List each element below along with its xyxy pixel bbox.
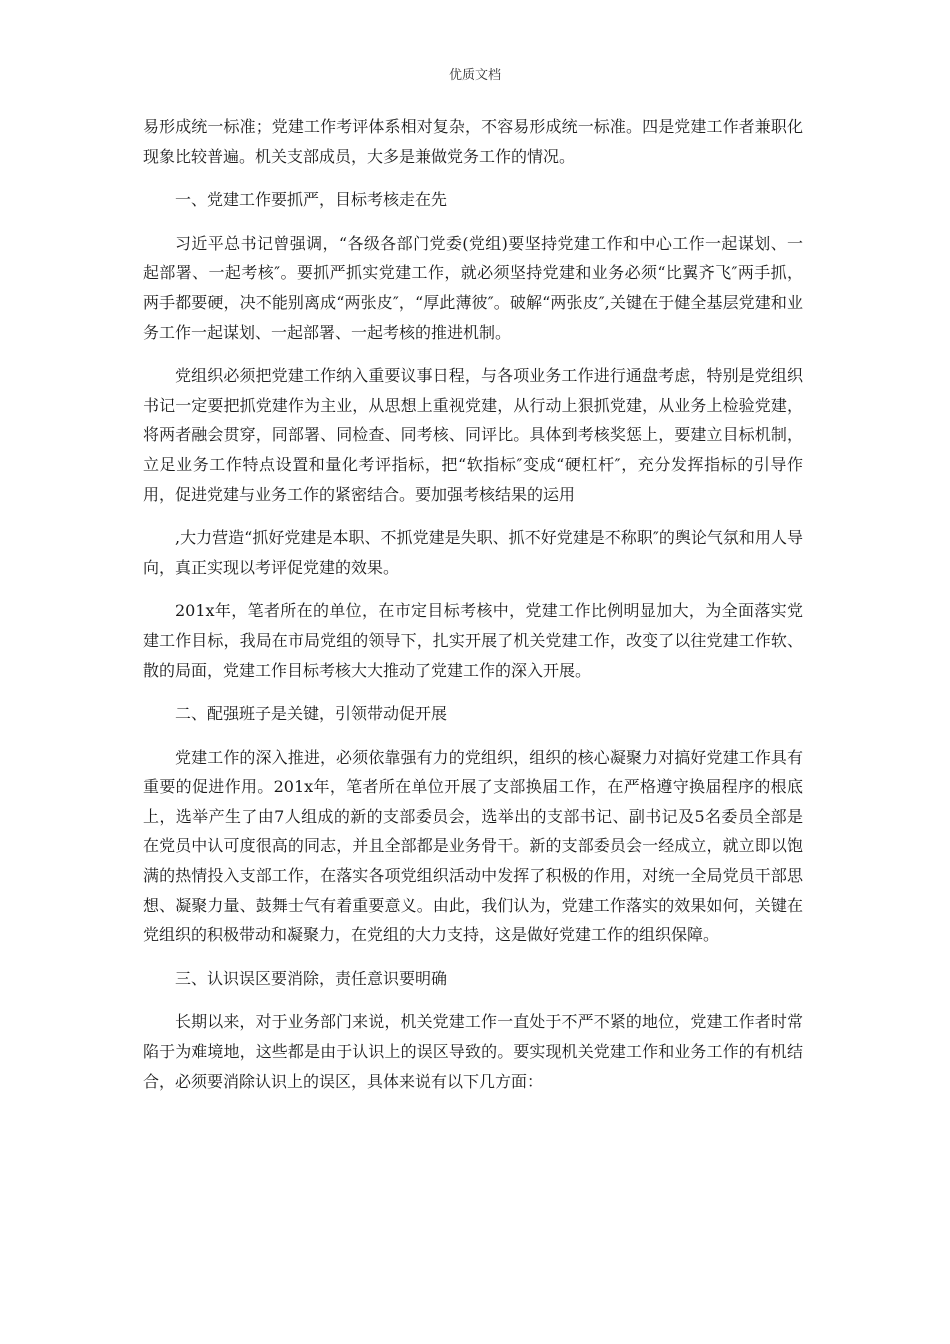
paragraph: 长期以来，对于业务部门来说，机关党建工作一直处于不严不紧的地位，党建工作者时常陷于为难境地，这些都是由于认识上的误区导致的。要实现机关党建工作和业务工作的有机结合，必须要消除认识上的误区，具体来说有以下几方面： bbox=[143, 1012, 803, 1091]
section-heading: 三、认识误区要消除，责任意识要明确 bbox=[175, 968, 448, 988]
document-body bbox=[143, 112, 803, 1110]
paragraph: 习近平总书记曾强调，“各级各部门党委(党组)要坚持党建工作和中心工作一起谋划、一起部署、一起考核″。要抓严抓实党建工作，就必须坚持党建和业务必须“比翼齐飞″两手抓，两手都要硬，决不能别离成“两张皮″，“厚此薄彼″。破解“两张皮″,关键在于健全基层党建和业务工作一起谋划、一起部署、一起考核的推进机制。 bbox=[143, 233, 803, 342]
paragraph: ,大力营造“抓好党建是本职、不抓党建是失职、抓不好党建是不称职″的舆论气氛和用人导向，真正实现以考评促党建的效果。 bbox=[143, 528, 803, 577]
page-header: 优质文档 bbox=[448, 68, 501, 83]
paragraph: 党组织必须把党建工作纳入重要议事日程，与各项业务工作进行通盘考虑，特别是党组织书记一定要把抓党建作为主业，从思想上重视党建，从行动上狠抓党建，从业务上检验党建，将两者融会贯穿，同部署、同检查、同考核、同评比。具体到考核奖惩上，要建立目标机制，立足业务工作特点设置和量化考评指标，把“软指标″变成“硬杠杆″，充分发挥指标的引导作用，促进党建与业务工作的紧密结合。要加强考核结果的运用 bbox=[143, 366, 803, 504]
paragraph: 易形成统一标准；党建工作考评体系相对复杂，不容易形成统一标准。四是党建工作者兼职化现象比较普遍。机关支部成员，大多是兼做党务工作的情况。 bbox=[143, 117, 803, 166]
paragraph: 党建工作的深入推进，必须依靠强有力的党组织，组织的核心凝聚力对搞好党建工作具有重要的促进作用。201x年，笔者所在单位开展了支部换届工作，在严格遵守换届程序的根底上，选举产生了由7人组成的新的支部委员会，选举出的支部书记、副书记及5名委员全部是在党员中认可度很高的同志，并且全部都是业务骨干。新的支部委员会一经成立，就立即以饱满的热情投入支部工作，在落实各项党组织活动中发挥了积极的作用，对统一全局党员干部思想、凝聚力量、鼓舞士气有着重要意义。由此，我们认为，党建工作落实的效果如何，关键在党组织的积极带动和凝聚力，在党组的大力支持，这是做好党建工作的组织保障。 bbox=[143, 747, 803, 945]
section-heading: 二、配强班子是关键，引领带动促开展 bbox=[175, 704, 448, 724]
section-heading: 一、党建工作要抓严，目标考核走在先 bbox=[175, 190, 448, 210]
paragraph: 201x年，笔者所在的单位，在市定目标考核中，党建工作比例明显加大，为全面落实党建工作目标，我局在市局党组的领导下，扎实开展了机关党建工作，改变了以往党建工作软、散的局面，党建工作目标考核大大推动了党建工作的深入开展。 bbox=[143, 601, 803, 680]
